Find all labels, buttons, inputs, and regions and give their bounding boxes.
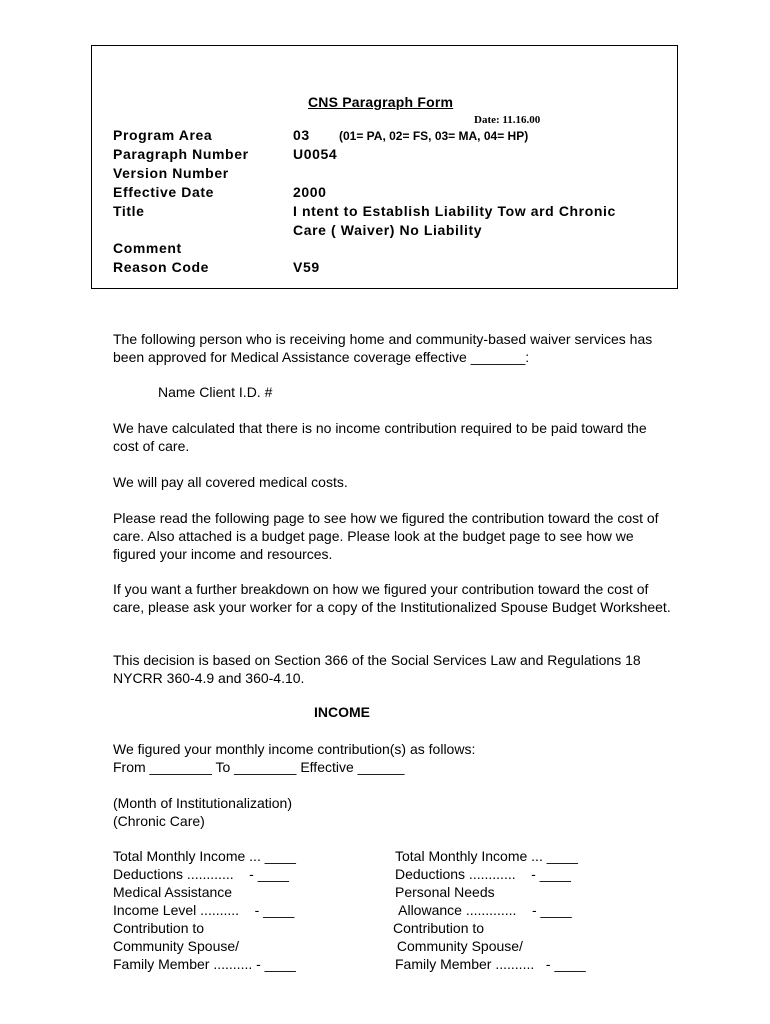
right-col-line: Total Monthly Income ... ____	[395, 848, 578, 864]
program-area-value: 03	[293, 127, 310, 143]
right-col-line: Community Spouse/	[393, 938, 523, 954]
reason-code-value: V59	[293, 259, 320, 275]
decision-paragraph: This decision is based on Section 366 of the Social Services Law and Regulations 18 NYCRR 360-4.9 and 360-4.10.	[113, 652, 641, 687]
left-col-line: Income Level .......... - ____	[113, 902, 295, 918]
right-col-line: Deductions ............ - ____	[395, 866, 571, 882]
effective-date-label: Effective Date	[113, 184, 214, 200]
form-date: Date: 11.16.00	[474, 114, 541, 126]
breakdown-paragraph: If you want a further breakdown on how we figured your contribution toward the cost of care, please ask your worker for a copy of the Institutionalized Spouse Budget Worksheet.	[113, 581, 671, 616]
paragraph-number-value: U0054	[293, 146, 338, 162]
from-to-effective-line: From ________ To ________ Effective ______	[113, 759, 405, 775]
right-col-line: Contribution to	[393, 920, 485, 936]
form-title: CNS Paragraph Form	[308, 94, 454, 110]
left-col-line: Deductions ............ - ____	[113, 866, 289, 882]
reason-code-label: Reason Code	[113, 259, 210, 275]
title-value-line1: I ntent to Establish Liability Tow ard Chronic	[293, 203, 616, 219]
chronic-care-label: (Chronic Care)	[113, 813, 205, 829]
left-col-line: Contribution to	[113, 920, 205, 936]
right-col-line: Family Member .......... - ____	[395, 956, 586, 972]
comment-label: Comment	[113, 240, 182, 256]
name-client-id-line: Name Client I.D. #	[158, 384, 273, 400]
version-number-label: Version Number	[113, 165, 229, 181]
title-label: Title	[113, 203, 145, 219]
effective-date-value: 2000	[293, 184, 327, 200]
no-contribution-paragraph: We have calculated that there is no income contribution required to be paid toward the cost of care.	[113, 420, 647, 455]
program-area-codes: (01= PA, 02= FS, 03= MA, 04= HP)	[339, 129, 529, 143]
read-page-paragraph: Please read the following page to see how we figured the contribution toward the cost of care. Also attached is a budget page. Please look at the budget page to see how we figured your income and resources.	[113, 510, 659, 563]
paragraph-number-label: Paragraph Number	[113, 146, 249, 162]
program-area-label: Program Area	[113, 127, 213, 143]
income-heading: INCOME	[314, 704, 370, 720]
pay-costs-paragraph: We will pay all covered medical costs.	[113, 474, 348, 490]
right-col-line: Allowance ............. - ____	[395, 902, 572, 918]
left-col-line: Family Member .......... - ____	[113, 956, 296, 972]
left-col-line: Community Spouse/	[113, 938, 240, 954]
right-col-line: Personal Needs	[395, 884, 495, 900]
left-col-line: Medical Assistance	[113, 884, 233, 900]
month-of-institutionalization: (Month of Institutionalization)	[113, 795, 292, 811]
income-intro-line: We figured your monthly income contribution(s) as follows:	[113, 741, 476, 757]
title-value-line2: Care ( Waiver) No Liability	[293, 222, 483, 238]
intro-paragraph: The following person who is receiving home and community-based waiver services has been approved for Medical Assistance coverage effective _______:	[113, 331, 653, 366]
left-col-line: Total Monthly Income ... ____	[113, 848, 296, 864]
